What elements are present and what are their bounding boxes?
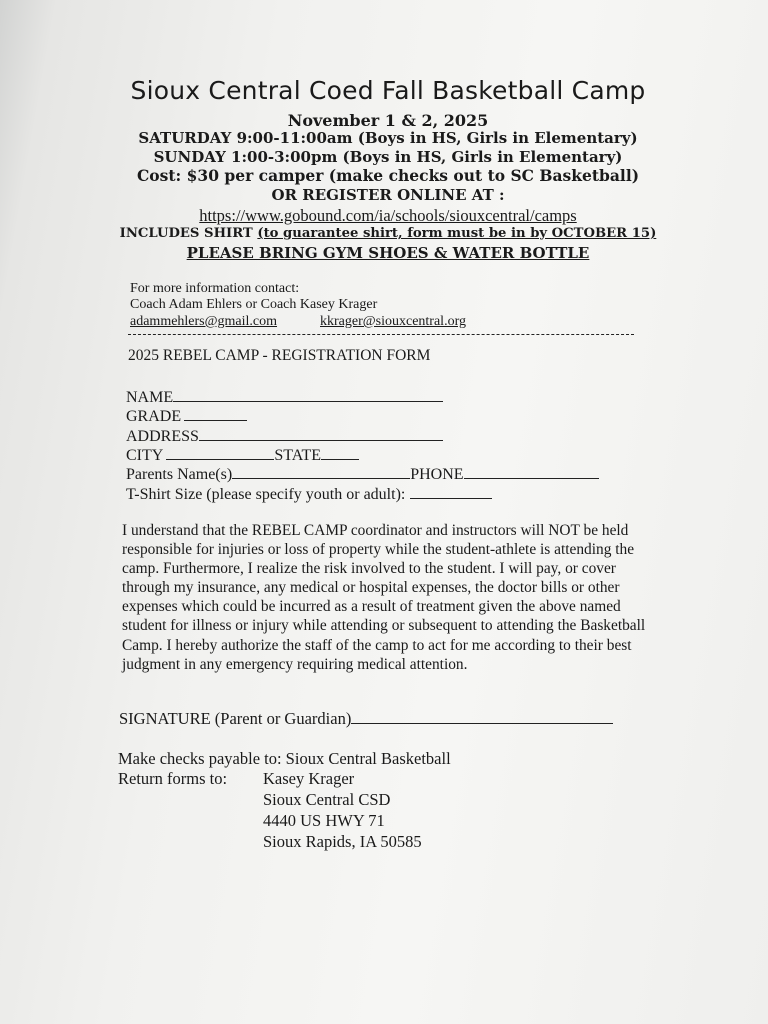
shirt-prefix: INCLUDES SHIRT <box>119 226 258 241</box>
parents-label: Parents Name(s) <box>126 466 233 483</box>
camp-dates: November 1 & 2, 2025 <box>287 111 489 130</box>
parents-phone-row <box>126 463 599 484</box>
checks-payable: Make checks payable to: Sioux Central Basketball <box>118 749 451 768</box>
bring-reminder: PLEASE BRING GYM SHOES & WATER BOTTLE <box>186 244 590 262</box>
email-link-krager[interactable]: kkrager@siouxcentral.org <box>320 314 466 329</box>
tshirt-field[interactable] <box>410 483 492 499</box>
signature-row <box>119 708 613 729</box>
name-row <box>126 386 443 407</box>
return-city: Sioux Rapids, IA 50585 <box>263 832 422 851</box>
return-forms-label: Return forms to: <box>118 769 228 788</box>
address-label: ADDRESS <box>126 428 199 445</box>
return-organization: Sioux Central CSD <box>263 790 391 809</box>
camp-title: Sioux Central Coed Fall Basketball Camp <box>130 76 646 105</box>
grade-label: GRADE <box>126 408 182 425</box>
grade-row <box>126 405 247 426</box>
camp-cost: Cost: $30 per camper (make checks out to SC Basketball) <box>136 166 640 185</box>
shirt-notice <box>0 226 768 241</box>
tshirt-label: T-Shirt Size (please specify youth or adult): <box>126 486 406 503</box>
saturday-schedule: SATURDAY 9:00-11:00am (Boys in HS, Girls in Elementary) <box>138 129 638 147</box>
form-heading: 2025 REBEL CAMP - REGISTRATION FORM <box>128 347 431 364</box>
city-field[interactable] <box>166 444 274 460</box>
signature-field[interactable] <box>351 708 613 724</box>
registration-url[interactable]: https://www.gobound.com/ia/schools/siouxcentral/camps <box>199 206 577 225</box>
name-label: NAME <box>126 389 174 406</box>
register-online-label: OR REGISTER ONLINE AT : <box>271 186 505 204</box>
tshirt-row <box>126 483 492 504</box>
address-field[interactable] <box>199 425 443 441</box>
city-label: CITY <box>126 447 164 464</box>
name-field[interactable] <box>173 386 443 402</box>
state-label: STATE <box>274 447 322 464</box>
contact-coaches: Coach Adam Ehlers or Coach Kasey Krager <box>130 297 378 312</box>
liability-waiver: I understand that the REBEL CAMP coordinator and instructors will NOT be held responsible for injuries or loss of property while the student-athlete is attending the camp. Furthermore, I realize the risk involved to the student. I will pay, or cover through my insurance, any medical or hospital expenses, the doctor bills or other expenses which could be incurred as a result of treatment given the above named student for illness or injury while attending or subsequent to attending the Basketball Camp. I hereby authorize the staff of the camp to act for me according to their best judgment in any emergency requiring medical attention. <box>122 522 646 673</box>
return-name: Kasey Krager <box>263 769 355 788</box>
state-field[interactable] <box>321 444 359 460</box>
grade-field[interactable] <box>184 405 247 421</box>
city-state-row <box>126 444 359 465</box>
phone-field[interactable] <box>464 463 599 479</box>
phone-label: PHONE <box>410 466 464 483</box>
address-row <box>126 425 443 446</box>
contact-intro: For more information contact: <box>130 281 300 296</box>
signature-label: SIGNATURE (Parent or Guardian) <box>119 709 352 728</box>
sunday-schedule: SUNDAY 1:00-3:00pm (Boys in HS, Girls in Elementary) <box>153 148 623 166</box>
parents-field[interactable] <box>232 463 410 479</box>
return-street: 4440 US HWY 71 <box>263 811 385 830</box>
shirt-deadline: (to guarantee shirt, form must be in by OCTOBER 15) <box>257 226 657 241</box>
email-link-ehlers[interactable]: adammehlers@gmail.com <box>130 314 278 329</box>
cut-line-divider <box>128 334 634 335</box>
